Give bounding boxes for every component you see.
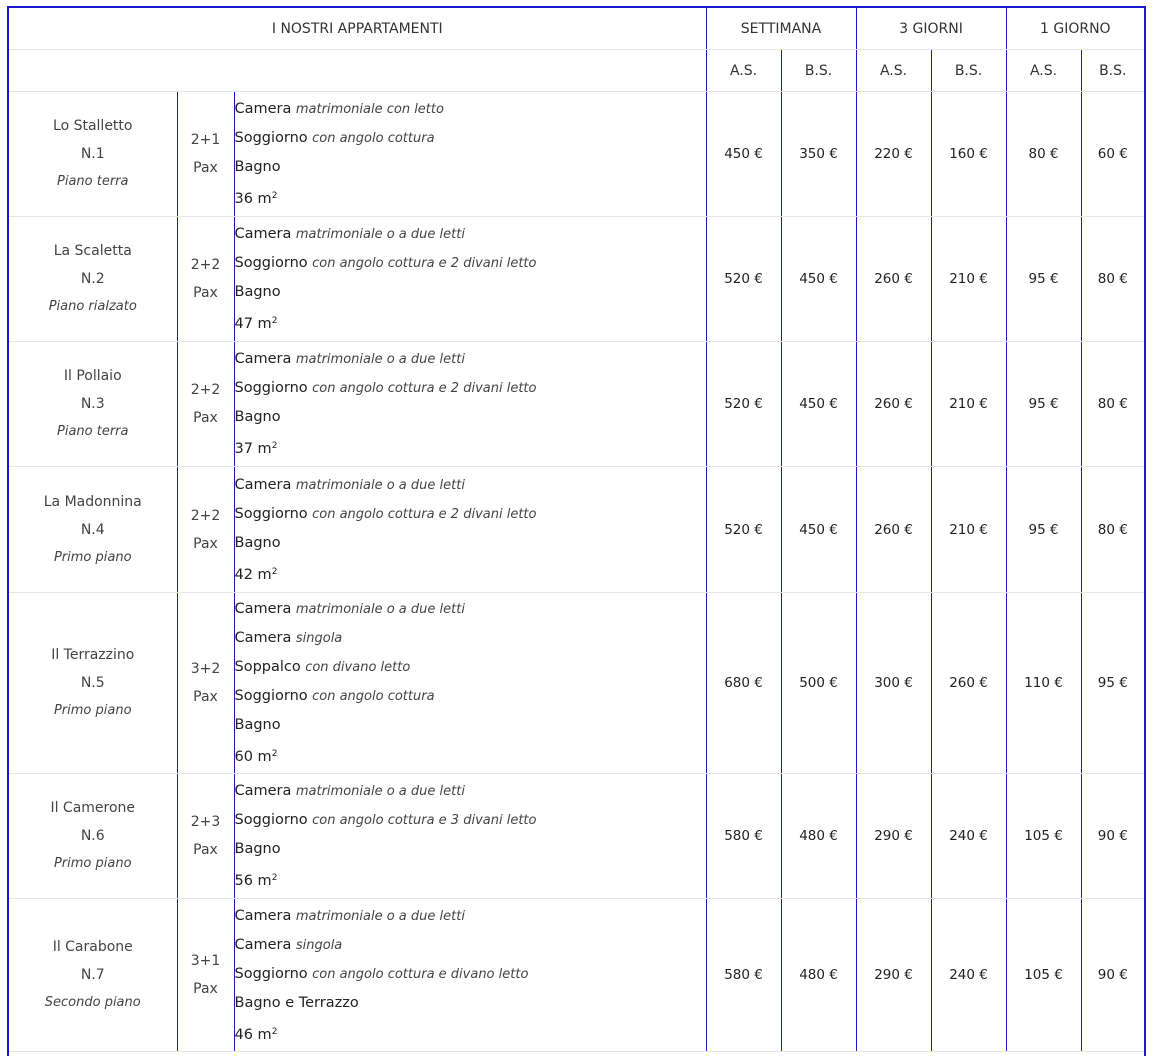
pax-unit: Pax (193, 410, 218, 426)
price-cell: 520 € (706, 467, 781, 593)
feature-detail: con angolo cottura e 2 divani letto (312, 381, 537, 397)
feature-detail: singola (295, 631, 343, 647)
feature-line (235, 95, 706, 124)
feature-detail: matrimoniale o a due letti (295, 908, 465, 924)
pax-count: 3+1 (190, 953, 221, 969)
season-header: B.S. (931, 50, 1006, 92)
price-cell: 260 € (856, 342, 931, 467)
apartment-area (235, 431, 706, 463)
price-cell: 90 € (1081, 899, 1144, 1052)
feature-name: Camera (234, 907, 292, 924)
price-cell: 520 € (706, 342, 781, 467)
feature-detail: con angolo cottura e divano letto (312, 966, 529, 982)
apartment-area (235, 306, 706, 338)
feature-name: Soggiorno (234, 965, 308, 982)
price-cell: 450 € (706, 92, 781, 217)
price-cell: 480 € (781, 774, 856, 899)
pax-count: 2+2 (190, 382, 221, 398)
apartment-row (9, 217, 1144, 342)
feature-detail: matrimoniale o a due letti (295, 227, 465, 243)
apartment-row (9, 593, 1144, 774)
pax-cell (177, 774, 234, 899)
pax-cell (177, 342, 234, 467)
price-cell: 95 € (1006, 217, 1081, 342)
pax-count: 2+1 (190, 132, 221, 148)
feature-line (235, 374, 706, 403)
price-cell: 220 € (856, 92, 931, 217)
pax-unit: Pax (193, 160, 218, 176)
feature-line (235, 806, 706, 835)
price-cell: 80 € (1081, 467, 1144, 593)
apartment-name-cell (9, 899, 177, 1052)
price-cell: 80 € (1081, 342, 1144, 467)
area-exponent: 2 (271, 873, 278, 884)
feature-detail: matrimoniale o a due letti (295, 784, 465, 800)
feature-name: Bagno (234, 409, 281, 426)
price-cell: 450 € (781, 342, 856, 467)
price-cell: 480 € (781, 899, 856, 1052)
price-cell: 300 € (856, 593, 931, 774)
feature-line (235, 624, 706, 653)
apartment-row (9, 342, 1144, 467)
price-cell: 290 € (856, 899, 931, 1052)
price-cell: 160 € (931, 92, 1006, 217)
price-cell: 95 € (1006, 467, 1081, 593)
group-header-1-day: 1 GIORNO (1006, 8, 1144, 50)
area-value: 47 m (234, 315, 272, 332)
feature-detail: matrimoniale o a due letti (295, 352, 465, 368)
feature-line (235, 931, 706, 960)
price-cell: 450 € (781, 467, 856, 593)
apartment-name: La Madonnina (43, 493, 142, 510)
table-title: I NOSTRI APPARTAMENTI (9, 8, 706, 50)
season-header: A.S. (856, 50, 931, 92)
pax-count: 2+2 (190, 507, 221, 524)
apartment-floor: Piano rialzato (48, 299, 137, 314)
price-cell: 60 € (1081, 92, 1144, 217)
apartment-floor: Secondo piano (44, 995, 141, 1010)
price-cell: 80 € (1006, 92, 1081, 217)
feature-line (235, 835, 706, 863)
apartment-number: N.2 (80, 271, 105, 287)
feature-name: Camera (234, 783, 292, 800)
pax-cell (177, 217, 234, 342)
apartment-description (234, 467, 706, 593)
area-value: 60 m (234, 748, 272, 765)
group-header-3-days: 3 GIORNI (856, 8, 1006, 50)
apartment-description (234, 92, 706, 217)
price-cell: 260 € (931, 593, 1006, 774)
apartment-name-cell (9, 593, 177, 774)
feature-detail: con angolo cottura (312, 131, 435, 147)
feature-detail: singola (295, 937, 343, 953)
feature-line (235, 960, 706, 989)
apartment-floor: Primo piano (53, 549, 132, 565)
apartment-name-cell (9, 217, 177, 342)
price-cell: 260 € (856, 217, 931, 342)
feature-line (235, 153, 706, 181)
area-exponent: 2 (271, 191, 278, 202)
feature-name: Bagno (234, 534, 281, 551)
feature-line (235, 124, 706, 153)
apartment-name: Il Pollaio (63, 368, 122, 384)
price-table-frame (7, 6, 1146, 1056)
apartment-number: N.6 (80, 828, 105, 844)
apartment-floor: Primo piano (53, 703, 132, 718)
feature-detail: matrimoniale o a due letti (295, 477, 465, 493)
feature-line (235, 249, 706, 278)
price-cell: 210 € (931, 217, 1006, 342)
price-cell: 110 € (1006, 593, 1081, 774)
price-cell: 90 € (1081, 774, 1144, 899)
price-cell: 240 € (931, 774, 1006, 899)
pax-unit: Pax (193, 981, 218, 997)
apartment-description (234, 899, 706, 1052)
feature-name: Bagno (234, 159, 281, 176)
feature-line (235, 711, 706, 739)
area-exponent: 2 (271, 1026, 278, 1037)
feature-line (235, 500, 706, 529)
apartment-name: Il Camerone (50, 800, 136, 816)
feature-name: Camera (234, 630, 292, 647)
pax-count: 2+2 (190, 257, 221, 273)
feature-name: Camera (234, 101, 292, 118)
feature-name: Soggiorno (234, 505, 308, 522)
season-header: B.S. (1081, 50, 1144, 92)
area-exponent: 2 (271, 441, 278, 452)
price-cell: 80 € (1081, 217, 1144, 342)
price-cell: 95 € (1006, 342, 1081, 467)
feature-line (235, 682, 706, 711)
feature-detail: con angolo cottura e 2 divani letto (312, 506, 537, 522)
feature-line (235, 278, 706, 306)
feature-name: Bagno e Terrazzo (234, 994, 359, 1011)
apartment-name: Il Carabone (52, 939, 133, 955)
feature-name: Soggiorno (234, 380, 308, 397)
price-cell: 240 € (931, 899, 1006, 1052)
area-value: 56 m (234, 872, 272, 889)
apartment-area (235, 863, 706, 895)
pax-unit: Pax (193, 535, 218, 552)
feature-line (235, 902, 706, 931)
price-cell: 105 € (1006, 774, 1081, 899)
apartment-area (235, 181, 706, 213)
apartment-description (234, 774, 706, 899)
apartment-number: N.5 (80, 675, 105, 691)
header-row-groups (9, 8, 1144, 50)
price-cell: 580 € (706, 899, 781, 1052)
apartment-name-cell (9, 467, 177, 593)
price-cell: 290 € (856, 774, 931, 899)
season-header: B.S. (781, 50, 856, 92)
feature-line (235, 989, 706, 1017)
apartment-name: Lo Stalletto (53, 118, 133, 134)
apartment-floor: Piano terra (57, 174, 129, 189)
feature-detail: matrimoniale o a due letti (295, 602, 465, 618)
feature-line (235, 595, 706, 624)
group-header-week: SETTIMANA (706, 8, 856, 50)
apartment-floor: Primo piano (53, 856, 132, 871)
apartment-name-cell (9, 342, 177, 467)
pax-unit: Pax (193, 689, 218, 705)
feature-detail: con angolo cottura e 3 divani letto (312, 813, 537, 829)
apartment-area (235, 739, 706, 771)
pax-count: 3+2 (190, 661, 221, 677)
pax-count: 2+3 (190, 814, 221, 830)
feature-line (235, 777, 706, 806)
apartment-area (235, 1017, 706, 1049)
apartment-area (235, 557, 706, 589)
apartment-number: N.7 (80, 967, 105, 983)
feature-name: Soppalco (234, 659, 301, 676)
feature-detail: con angolo cottura (312, 689, 435, 705)
price-cell: 500 € (781, 593, 856, 774)
feature-name: Bagno (234, 284, 281, 301)
price-cell: 105 € (1006, 899, 1081, 1052)
price-cell: 680 € (706, 593, 781, 774)
feature-name: Bagno (234, 717, 281, 734)
feature-detail: con angolo cottura e 2 divani letto (312, 256, 537, 272)
season-header: A.S. (706, 50, 781, 92)
season-header: A.S. (1006, 50, 1081, 92)
feature-line (235, 653, 706, 682)
area-exponent: 2 (271, 566, 278, 577)
apartment-name: La Scaletta (53, 243, 132, 259)
price-cell: 580 € (706, 774, 781, 899)
header-row-seasons (9, 50, 1144, 92)
area-value: 42 m (234, 566, 272, 583)
apartment-name-cell (9, 774, 177, 899)
feature-line (235, 471, 706, 500)
apartment-name-cell (9, 92, 177, 217)
feature-line (235, 403, 706, 431)
feature-name: Soggiorno (234, 688, 308, 705)
area-value: 37 m (234, 440, 272, 457)
price-cell: 350 € (781, 92, 856, 217)
pax-cell (177, 467, 234, 593)
feature-detail: matrimoniale con letto (295, 102, 444, 118)
area-exponent: 2 (271, 749, 278, 760)
area-value: 36 m (234, 190, 272, 207)
price-cell: 520 € (706, 217, 781, 342)
price-cell: 95 € (1081, 593, 1144, 774)
feature-name: Soggiorno (234, 812, 308, 829)
apartment-row (9, 774, 1144, 899)
apartment-description (234, 217, 706, 342)
header-spacer (9, 50, 706, 92)
feature-name: Camera (234, 226, 292, 243)
feature-name: Camera (234, 351, 292, 368)
feature-name: Soggiorno (234, 130, 308, 147)
apartment-floor: Piano terra (57, 424, 129, 439)
apartment-number: N.1 (80, 146, 105, 162)
pax-cell (177, 92, 234, 217)
apartment-row (9, 899, 1144, 1052)
feature-name: Soggiorno (234, 255, 308, 272)
area-value: 46 m (234, 1026, 272, 1043)
price-cell: 210 € (931, 342, 1006, 467)
feature-name: Camera (234, 936, 292, 953)
feature-name: Camera (234, 476, 292, 493)
apartment-name: Il Terrazzino (51, 647, 135, 663)
feature-name: Camera (234, 601, 292, 618)
pax-unit: Pax (193, 842, 218, 858)
apartment-row (9, 467, 1144, 593)
pax-cell (177, 899, 234, 1052)
feature-name: Bagno (234, 841, 281, 858)
apartment-description (234, 593, 706, 774)
apartment-number: N.4 (80, 521, 105, 538)
feature-line (235, 529, 706, 557)
apartments-price-table (9, 8, 1144, 1052)
feature-line (235, 220, 706, 249)
pax-cell (177, 593, 234, 774)
apartment-row (9, 92, 1144, 217)
feature-line (235, 345, 706, 374)
price-cell: 260 € (856, 467, 931, 593)
pax-unit: Pax (193, 285, 218, 301)
price-cell: 210 € (931, 467, 1006, 593)
feature-detail: con divano letto (305, 660, 411, 676)
apartment-number: N.3 (80, 396, 105, 412)
area-exponent: 2 (271, 316, 278, 327)
price-cell: 450 € (781, 217, 856, 342)
apartment-description (234, 342, 706, 467)
